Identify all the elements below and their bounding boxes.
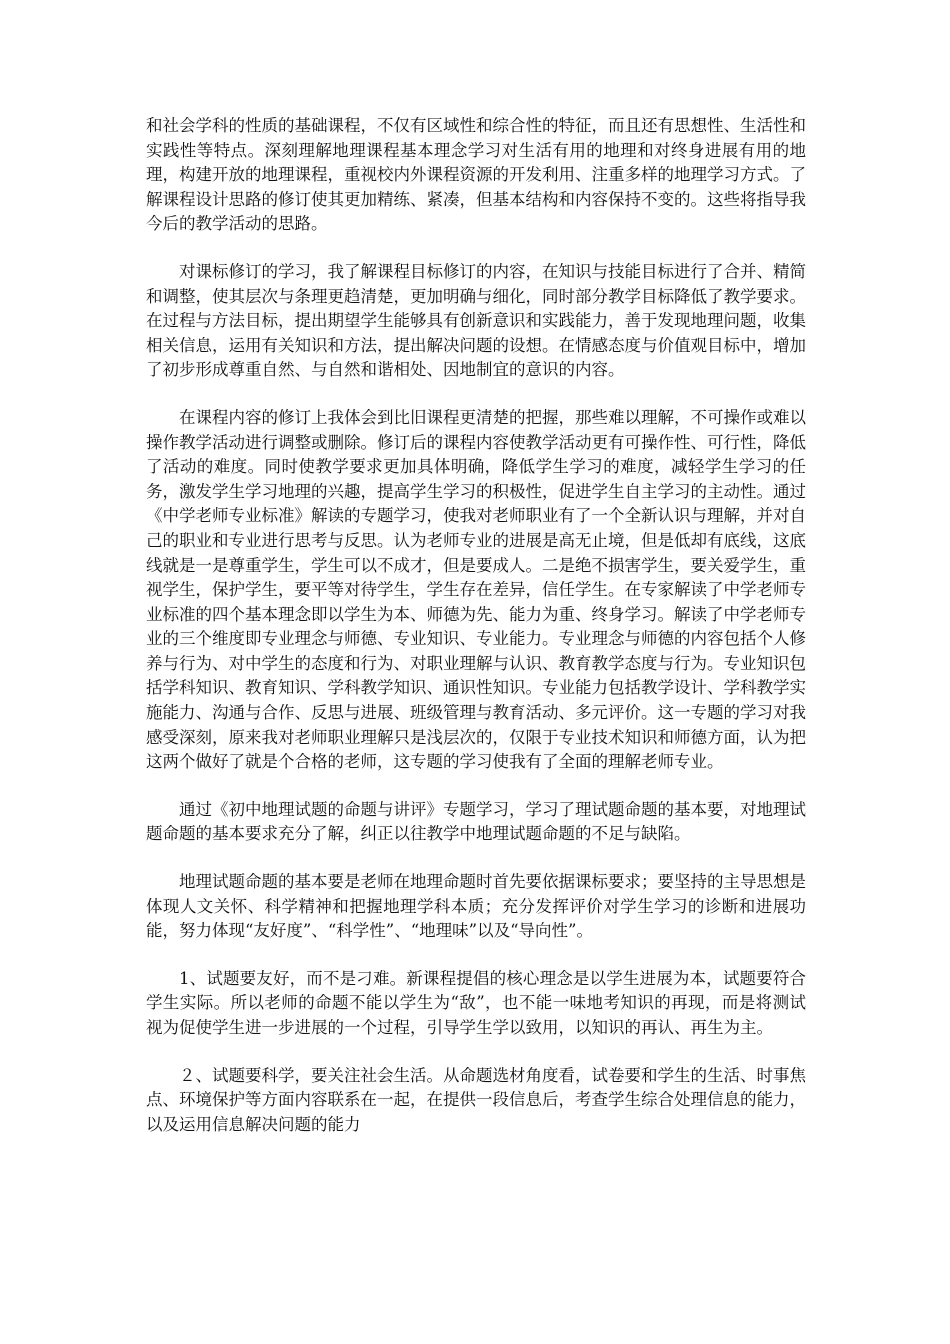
paragraph-exam-basic-requirements: 地理试题命题的基本要是老师在地理命题时首先要依据课标要求；要坚持的主导思想是体现人文关怀、科学精神和把握地理学科本质；充分发挥评价对学生学习的诊断和进展功能，努力体现“友好度”、“科学性”、“地理味”以及“导向性”。 [146, 872, 806, 941]
paragraph-intro-continued: 和社会学科的性质的基础课程，不仅有区域性和综合性的特征，而且还有思想性、生活性和实践性等特点。深刻理解地理课程基本理念学习对生活有用的地理和对终身进展有用的地理，构建开放的地理课程，重视校内外课程资源的开发利用、注重多样的地理学习方式。了解课程设计思路的修订使其更加精练、紧凑，但基本结构和内容保持不变的。这些将指导我今后的教学活动的思路。 [146, 116, 806, 234]
paragraph-curriculum-goals: 对课标修订的学习，我了解课程目标修订的内容，在知识与技能目标进行了合并、精简和调整，使其层次与条理更趋清楚，更加明确与细化，同时部分教学目标降低了教学要求。在过程与方法目标，提出期望学生能够具有创新意识和实践能力，善于发现地理问题，收集相关信息，运用有关知识和方法，提出解决问题的设想。在情感态度与价值观目标中，增加了初步形成尊重自然、与自然和谐相处、因地制宜的意识的内容。 [146, 261, 806, 380]
paragraph-exam-design-study: 通过《初中地理试题的命题与讲评》专题学习，学习了理试题命题的基本要，对地理试题命题的基本要求充分了解，纠正以往教学中地理试题命题的不足与缺陷。 [146, 799, 806, 844]
paragraph-curriculum-content: 在课程内容的修订上我体会到比旧课程更清楚的把握，那些难以理解，不可操作或难以操作教学活动进行调整或删除。修订后的课程内容使教学活动更有可操作性、可行性，降低了活动的难度。同时使教学要求更加具体明确，降低学生学习的难度，减轻学生学习的任务，激发学生学习地理的兴趣，提高学生学习的积极性，促进学生自主学习的主动性。通过《中学老师专业标准》解读的专题学习，使我对老师职业有了一个全新认识与理解，并对自己的职业和专业进行思考与反思。认为老师专业的进展是高无止境，但是低却有底线，这底线就是一是尊重学生，学生可以不成才，但是要成人。二是绝不损害学生，要关爱学生，重视学生，保护学生，要平等对待学生，学生存在差异，信任学生。在专家解读了中学老师专业标准的四个基本理念即以学生为本、师德为先、能力为重、终身学习。解读了中学老师专业的三个维度即专业理念与师德、专业知识、专业能力。专业理念与师德的内容包括个人修养与行为、对中学生的态度和行为、对职业理解与认识、教育教学态度与行为。专业知识包括学科知识、教育知识、学科教学知识、通识性知识。专业能力包括教学设计、学科教学实施能力、沟通与合作、反思与进展、班级管理与教育活动、多元评价。这一专题的学习对我感受深刻，原来我对老师职业理解只是浅层次的，仅限于专业技术知识和师德方面，认为把这两个做好了就是个合格的老师，这专题的学习使我有了全面的理解老师专业。 [146, 407, 806, 772]
paragraph-point-1: 1、试题要友好，而不是刁难。新课程提倡的核心理念是以学生进展为本，试题要符合学生实际。所以老师的命题不能以学生为“敌”，也不能一味地考知识的再现，而是将测试视为促使学生进一步进展的一个过程，引导学生学以致用，以知识的再认、再生为主。 [146, 968, 806, 1037]
document-page [146, 114, 806, 1160]
paragraph-point-2: ２、试题要科学，要关注社会生活。从命题选材角度看，试卷要和学生的生活、时事焦点、环境保护等方面内容联系在一起，在提供一段信息后，考查学生综合处理信息的能力，以及运用信息解决问题的能力 [146, 1065, 806, 1134]
